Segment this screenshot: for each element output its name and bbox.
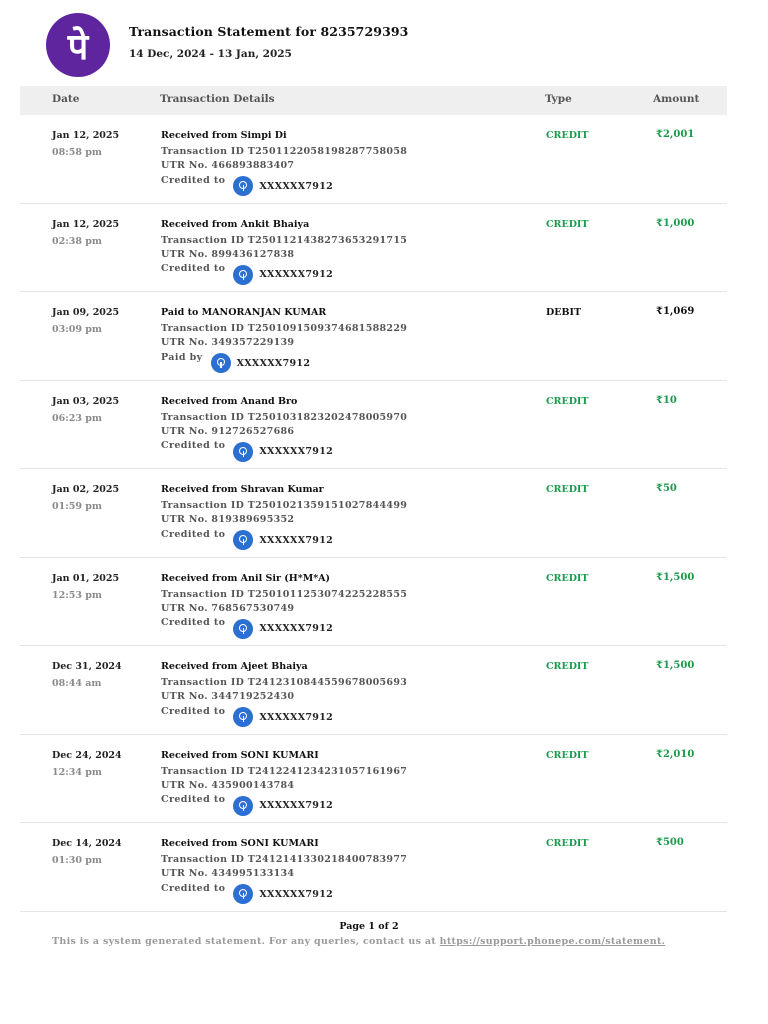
transaction-party: Received from Anil Sir (H*M*A) — [161, 572, 331, 584]
utr-number: UTR No. 349357229139 — [161, 337, 295, 348]
account-line — [161, 793, 521, 813]
transaction-date: Dec 31, 2024 — [52, 661, 122, 672]
account-line — [161, 173, 521, 193]
transaction-row — [20, 558, 727, 647]
transaction-type: CREDIT — [546, 661, 589, 672]
account-number: XXXXXX7912 — [259, 800, 334, 811]
transaction-date: Jan 12, 2025 — [52, 218, 120, 230]
transaction-time: 01:59 pm — [52, 501, 102, 512]
account-number: XXXXXX7912 — [259, 446, 334, 457]
transaction-id: Transaction ID T2501121438273653291715 — [161, 234, 408, 246]
transaction-date: Jan 02, 2025 — [52, 484, 120, 495]
bank-icon — [233, 265, 253, 285]
utr-number: UTR No. 466893883407 — [161, 160, 295, 171]
transaction-amount: ₹2,001 — [656, 129, 695, 140]
transaction-type: CREDIT — [546, 749, 589, 761]
support-link[interactable]: https://support.phonepe.com/statement. — [439, 936, 666, 947]
transaction-amount: ₹1,500 — [656, 660, 695, 671]
account-number: XXXXXX7912 — [259, 711, 334, 723]
transaction-party: Paid to MANORANJAN KUMAR — [161, 307, 327, 318]
transaction-list — [20, 115, 727, 912]
account-number: XXXXXX7912 — [259, 180, 334, 192]
transaction-party: Received from Simpi Di — [161, 130, 287, 141]
transaction-datetime — [52, 573, 119, 601]
utr-number: UTR No. 899436127838 — [161, 248, 295, 260]
transaction-party: Received from Ajeet Bhaiya — [161, 661, 308, 672]
transaction-details — [161, 838, 521, 901]
transaction-id: Transaction ID T2501021359151027844499 — [161, 500, 408, 511]
account-label: Credited to — [161, 440, 226, 451]
transaction-type: CREDIT — [546, 572, 589, 584]
transaction-type: DEBIT — [546, 307, 582, 318]
transaction-row — [20, 735, 727, 824]
account-line — [161, 616, 521, 636]
transaction-datetime — [52, 307, 119, 335]
account-label: Credited to — [161, 794, 226, 805]
account-number: XXXXXX7912 — [259, 888, 334, 900]
transaction-row — [20, 646, 727, 735]
column-header-amount: Amount — [653, 93, 700, 105]
transaction-id: Transaction ID T2412141330218400783977 — [161, 854, 408, 865]
account-label: Credited to — [161, 882, 226, 894]
transaction-details — [161, 484, 521, 547]
bank-icon — [233, 884, 253, 904]
transaction-amount: ₹10 — [656, 394, 677, 406]
account-label: Credited to — [161, 174, 226, 186]
transaction-amount: ₹500 — [656, 837, 684, 848]
utr-number: UTR No. 435900143784 — [161, 779, 295, 791]
transaction-time: 08:44 am — [52, 678, 102, 689]
column-header-type: Type — [545, 93, 572, 105]
bank-icon — [233, 530, 253, 550]
transaction-datetime — [52, 396, 119, 424]
transaction-type: CREDIT — [546, 838, 589, 849]
transaction-details — [161, 130, 521, 193]
account-number: XXXXXX7912 — [259, 269, 334, 280]
utr-number: UTR No. 344719252430 — [161, 691, 295, 702]
transaction-row — [20, 115, 727, 204]
page-number: Page 1 of 2 — [339, 921, 399, 932]
column-header-date: Date — [52, 93, 80, 105]
transaction-datetime — [52, 484, 119, 512]
transaction-party: Received from SONI KUMARI — [161, 749, 319, 761]
transaction-row — [20, 823, 727, 912]
transaction-details — [161, 396, 521, 459]
transaction-datetime — [52, 130, 119, 158]
transaction-type: CREDIT — [546, 484, 589, 495]
transaction-date: Dec 24, 2024 — [52, 749, 122, 761]
account-number: XXXXXX7912 — [259, 534, 334, 546]
transaction-amount: ₹50 — [656, 483, 677, 494]
transaction-amount: ₹1,500 — [656, 571, 695, 583]
transaction-time: 02:38 pm — [52, 235, 102, 247]
transaction-datetime — [52, 750, 122, 778]
bank-icon — [233, 619, 253, 639]
transaction-details — [161, 573, 521, 636]
transaction-id: Transaction ID T2501122058198287758058 — [161, 146, 408, 157]
transaction-datetime — [52, 838, 122, 866]
transaction-row — [20, 292, 727, 381]
statement-title: Transaction Statement for 8235729393 — [129, 24, 409, 39]
phonepe-logo: पे — [46, 13, 110, 77]
transaction-details — [161, 750, 521, 813]
transaction-details — [161, 219, 521, 282]
transaction-date: Jan 03, 2025 — [52, 395, 120, 407]
account-label: Credited to — [161, 528, 226, 540]
transaction-row — [20, 469, 727, 558]
transaction-id: Transaction ID T2501091509374681588229 — [161, 323, 408, 334]
transaction-time: 08:58 pm — [52, 147, 102, 158]
transaction-id: Transaction ID T2412310844559678005693 — [161, 677, 408, 688]
statement-header — [0, 0, 768, 86]
footer-note-text: This is a system generated statement. For any queries, contact us at — [52, 936, 440, 947]
transaction-id: Transaction ID T2501011253074225228555 — [161, 588, 408, 600]
transaction-party: Received from SONI KUMARI — [161, 838, 319, 849]
transaction-id: Transaction ID T2501031823202478005970 — [161, 411, 408, 423]
transaction-party: Received from Anand Bro — [161, 395, 298, 407]
transaction-datetime — [52, 661, 122, 689]
bank-icon — [233, 442, 253, 462]
account-line — [161, 439, 521, 459]
transaction-amount: ₹2,010 — [656, 748, 695, 760]
utr-number: UTR No. 434995133134 — [161, 868, 295, 879]
transaction-time: 06:23 pm — [52, 412, 102, 424]
transaction-datetime — [52, 219, 119, 247]
transaction-time: 03:09 pm — [52, 324, 102, 335]
transaction-type: CREDIT — [546, 130, 589, 141]
account-label: Credited to — [161, 705, 226, 717]
transaction-type: CREDIT — [546, 395, 589, 407]
account-number: XXXXXX7912 — [236, 357, 311, 369]
account-label: Credited to — [161, 263, 226, 274]
account-label: Credited to — [161, 617, 226, 628]
transaction-row — [20, 381, 727, 470]
account-line — [161, 527, 521, 547]
transaction-date: Jan 12, 2025 — [52, 130, 120, 141]
bank-icon — [233, 796, 253, 816]
transaction-details — [161, 307, 521, 370]
bank-icon — [233, 707, 253, 727]
transaction-date: Jan 01, 2025 — [52, 572, 120, 584]
account-line — [161, 704, 521, 724]
column-header-details: Transaction Details — [160, 93, 275, 105]
transaction-date: Jan 09, 2025 — [52, 307, 120, 318]
account-number: XXXXXX7912 — [259, 623, 334, 634]
account-line — [161, 262, 521, 282]
statement-date-range: 14 Dec, 2024 - 13 Jan, 2025 — [129, 48, 292, 60]
account-label: Paid by — [161, 351, 203, 363]
table-header — [20, 86, 727, 115]
transaction-type: CREDIT — [546, 218, 589, 230]
bank-icon — [211, 353, 231, 373]
transaction-time: 01:30 pm — [52, 855, 102, 866]
bank-icon — [233, 176, 253, 196]
transaction-time: 12:53 pm — [52, 589, 102, 601]
transaction-date: Dec 14, 2024 — [52, 838, 122, 849]
transaction-id: Transaction ID T2412241234231057161967 — [161, 765, 408, 777]
transaction-amount: ₹1,000 — [656, 217, 695, 229]
account-line — [161, 350, 521, 370]
transaction-time: 12:34 pm — [52, 766, 102, 778]
utr-number: UTR No. 912726527686 — [161, 425, 295, 437]
account-line — [161, 881, 521, 901]
footer-note — [52, 936, 665, 947]
utr-number: UTR No. 768567530749 — [161, 602, 295, 614]
transaction-details — [161, 661, 521, 724]
transaction-party: Received from Ankit Bhaiya — [161, 218, 310, 230]
transaction-party: Received from Shravan Kumar — [161, 484, 324, 495]
utr-number: UTR No. 819389695352 — [161, 514, 295, 525]
transaction-amount: ₹1,069 — [656, 306, 695, 317]
transaction-row — [20, 204, 727, 293]
